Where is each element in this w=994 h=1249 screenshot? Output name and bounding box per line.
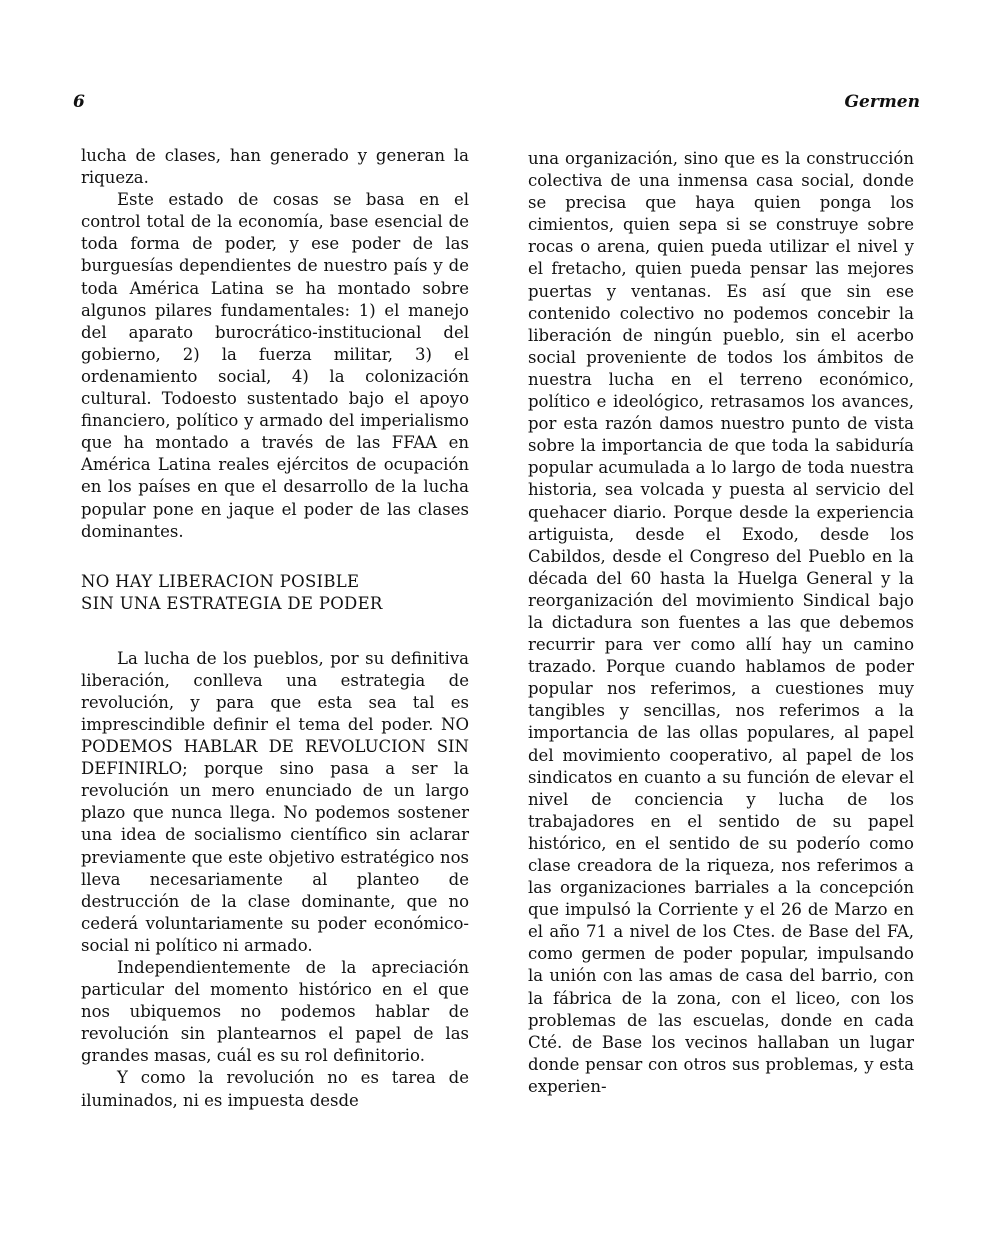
paragraph-state-of-affairs: Este estado de cosas se basa en el control total de la economía, base esencial de toda forma de poder, y ese poder de las burguesías dependientes de nuestro país y de toda América Latina se ha montado sobre algunos pilares fundamentales: 1) el manejo del aparato burocrático-institucional del gobierno, 2) la fuerza militar, 3) el ordenamiento social, 4) la colonización cultural. Todoesto sustentado bajo el apoyo financiero, político y armado del imperialismo que ha montado a través de las FFAA en América Latina reales ejércitos de ocupación en los países en que el desarrollo de la lucha popular pone en jaque el poder de las clases dominantes. bbox=[81, 190, 469, 541]
left-column bbox=[81, 145, 469, 1112]
page-header bbox=[0, 92, 994, 118]
right-column bbox=[528, 148, 914, 1098]
paragraph-struggle: La lucha de los pueblos, por su definitiva liberación, conlleva una estrategia de revolución, y para que esta sea tal es imprescindible definir el tema del poder. NO PODEMOS HABLAR DE REVOLUCION SIN DEFINIRLO; porque sino pasa a ser la revolución un mero enunciado de un largo plazo que nunca llega. No podemos sostener una idea de socialismo científico sin aclarar previamente que este objetivo estratégico nos lleva necesariamente al planteo de destrucción de la clase dominante, que no cederá voluntariamente su poder económico-social ni político ni armado. bbox=[81, 648, 469, 955]
section-heading bbox=[81, 571, 469, 615]
paragraph-independently: Independientemente de la apreciación particular del momento histórico en el que nos ubiquemos no podemos hablar de revolución sin plantearnos el papel de las grandes masas, cuál es su rol definitorio. bbox=[81, 958, 469, 1066]
page-number: 6 bbox=[73, 92, 85, 112]
paragraph-organization: una organización, sino que es la construcción colectiva de una inmensa casa social, donde se precisa que haya quien ponga los cimientos, quien sepa si se construye sobre rocas o arena, quien pueda utilizar el nivel y el fretacho, quien pueda pensar las mejores puertas y ventanas. Es así que sin ese contenido colectivo no podemos concebir la liberación de ningún pueblo, sin el acerbo social proveniente de todos los ámbitos de nuestra lucha en el terreno económico, político e ideológico, retrasamos los avances, por esta razón damos nuestro punto de vista sobre la importancia de que toda la sabiduría popular acumulada a lo largo de toda nuestra historia, sea volcada y puesta al servicio del quehacer diario. Porque desde la experiencia artiguista, desde el Exodo, desde los Cabildos, desde el Congreso del Pueblo en la década del 60 hasta la Huelga General y la reorganización del movimiento Sindical bajo la dictadura son fuentes a las que debemos recurrir para ver como allí hay un camino trazado. Porque cuando hablamos de poder popular nos referimos, a cuestiones muy tangibles y sencillas, nos referimos a la importancia de las ollas populares, al papel del movimiento cooperativo, al papel de los sindicatos en cuanto a su función de elevar el nivel de conciencia y lucha de los trabajadores en el sentido de su papel histórico, en el sentido de su poderío como clase creadora de la riqueza, nos referimos a las organizaciones barriales a la concepción que impulsó la Corriente y el 26 de Marzo en el año 71 a nivel de los Ctes. de Base del FA, como germen de poder popular, impulsando la unión con las amas de casa del barrio, con la fábrica de la zona, con el liceo, con los problemas de las escuelas, donde en cada Cté. de Base los vecinos hallaban un lugar donde pensar con otros sus problemas, y esta experien- bbox=[528, 149, 914, 1096]
section-heading-line-1: NO HAY LIBERACION POSIBLE bbox=[81, 571, 360, 591]
running-title: Germen bbox=[844, 92, 920, 112]
paragraph-revolution: Y como la revolución no es tarea de iluminados, ni es impuesta desde bbox=[81, 1068, 469, 1110]
section-heading-line-2: SIN UNA ESTRATEGIA DE PODER bbox=[81, 593, 383, 613]
paragraph-continuation: lucha de clases, han generado y generan la riqueza. bbox=[81, 146, 469, 188]
